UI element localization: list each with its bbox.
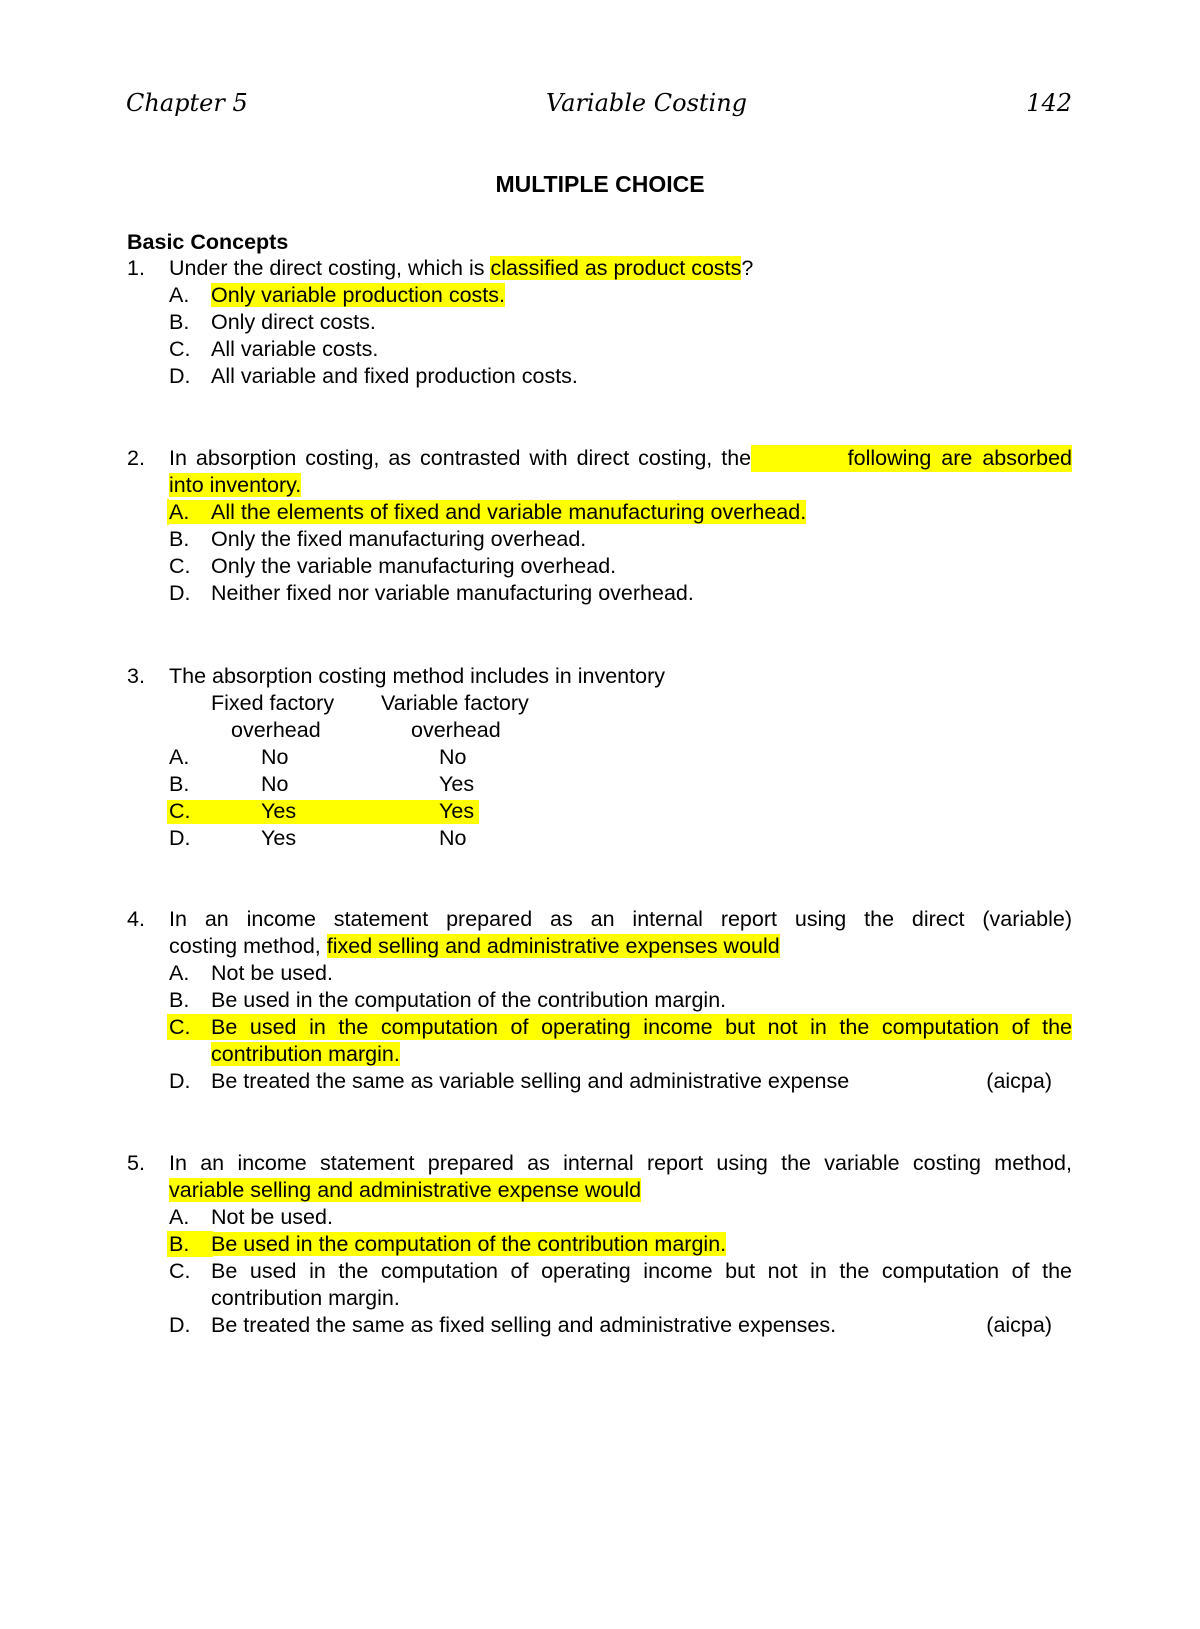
option-letter: B. bbox=[169, 988, 190, 1012]
highlighted-text: fixed selling and administrative expenses would bbox=[326, 934, 780, 958]
answer-option bbox=[127, 1312, 1072, 1339]
question-4 bbox=[127, 906, 1072, 1095]
option-letter: C. bbox=[169, 1015, 191, 1039]
option-text: All variable costs. bbox=[211, 337, 379, 361]
variable-cell: Yes bbox=[439, 799, 475, 823]
option-letter: D. bbox=[169, 1069, 191, 1093]
option-letter: B. bbox=[169, 310, 190, 334]
option-text: Be used in the computation of the contribution margin. bbox=[211, 988, 727, 1012]
answer-option bbox=[127, 499, 1072, 526]
option-letter: D. bbox=[169, 826, 191, 850]
source-label: (aicpa) bbox=[986, 1313, 1052, 1337]
answer-option bbox=[127, 580, 1072, 607]
option-text: contribution margin. bbox=[211, 1042, 400, 1066]
option-letter: B. bbox=[169, 527, 190, 551]
option-text: Be treated the same as variable selling and administrative expense bbox=[211, 1069, 850, 1093]
page-number: 142 bbox=[1026, 89, 1072, 117]
option-text: Be used in the computation of operating income but not in the computation of the bbox=[211, 1015, 1072, 1039]
option-letter: D. bbox=[169, 1313, 191, 1337]
option-text: Be used in the computation of operating income but not in the computation of the bbox=[211, 1259, 1072, 1283]
table-header bbox=[127, 690, 1072, 717]
fixed-cell: No bbox=[261, 772, 289, 796]
page-header bbox=[126, 90, 1072, 126]
option-letter: D. bbox=[169, 581, 191, 605]
variable-cell: Yes bbox=[439, 772, 475, 796]
option-text: Be used in the computation of the contribution margin. bbox=[211, 1232, 727, 1256]
answer-option bbox=[127, 309, 1072, 336]
option-letter: B. bbox=[169, 772, 190, 796]
option-letter: D. bbox=[169, 364, 191, 388]
option-text: Only the variable manufacturing overhead. bbox=[211, 554, 617, 578]
question-number: 1. bbox=[127, 256, 145, 280]
option-text: All the elements of fixed and variable manufacturing overhead. bbox=[211, 500, 807, 524]
highlighted-text: classified as product costs bbox=[490, 256, 742, 280]
answer-option bbox=[127, 553, 1072, 580]
highlighted-text: into inventory. bbox=[169, 473, 302, 497]
option-letter: C. bbox=[169, 1259, 191, 1283]
option-letter: C. bbox=[169, 337, 191, 361]
question-3 bbox=[127, 663, 1072, 852]
stem-text: In an income statement prepared as an internal report using the direct (variable) bbox=[169, 907, 1072, 931]
answer-option bbox=[127, 1204, 1072, 1231]
option-text: contribution margin. bbox=[211, 1286, 400, 1310]
option-letter: A. bbox=[169, 1205, 190, 1229]
fixed-cell: No bbox=[261, 745, 289, 769]
question-stem bbox=[127, 445, 1072, 472]
table-row bbox=[127, 771, 1072, 798]
option-letter: A. bbox=[169, 283, 190, 307]
stem-text: ? bbox=[741, 256, 754, 280]
option-text: Not be used. bbox=[211, 1205, 333, 1229]
fixed-cell: Yes bbox=[261, 799, 297, 823]
option-letter: C. bbox=[169, 799, 191, 823]
answer-option bbox=[127, 1068, 1072, 1095]
option-letter: B. bbox=[169, 1232, 190, 1256]
option-text: Neither fixed nor variable manufacturing overhead. bbox=[211, 581, 694, 605]
column-header-variable: Variable factory bbox=[381, 691, 529, 715]
column-header-fixed: Fixed factory bbox=[211, 691, 335, 715]
question-2 bbox=[127, 445, 1072, 607]
question-stem bbox=[127, 906, 1072, 933]
source-label: (aicpa) bbox=[986, 1069, 1052, 1093]
stem-text: costing method, bbox=[169, 934, 327, 958]
option-letter: C. bbox=[169, 554, 191, 578]
option-letter: A. bbox=[169, 500, 213, 524]
page-title: MULTIPLE CHOICE bbox=[495, 171, 705, 197]
answer-option bbox=[127, 1014, 1072, 1041]
option-letter: A. bbox=[169, 745, 190, 769]
variable-cell: No bbox=[439, 745, 467, 769]
table-row bbox=[127, 744, 1072, 771]
option-text: Only variable production costs. bbox=[211, 283, 505, 307]
question-number: 2. bbox=[127, 446, 145, 470]
answer-option bbox=[127, 1258, 1072, 1285]
question-stem bbox=[127, 663, 1072, 690]
option-text: All variable and fixed production costs. bbox=[211, 364, 578, 388]
question-number: 4. bbox=[127, 907, 145, 931]
fixed-cell: Yes bbox=[261, 826, 297, 850]
option-letter: A. bbox=[169, 961, 190, 985]
answer-option bbox=[127, 960, 1072, 987]
answer-option bbox=[127, 987, 1072, 1014]
stem-text: In an income statement prepared as internal report using the variable costing method, bbox=[169, 1151, 1072, 1175]
option-text: Only direct costs. bbox=[211, 310, 376, 334]
question-5 bbox=[127, 1150, 1072, 1339]
stem-text: The absorption costing method includes in inventory bbox=[169, 664, 665, 688]
highlighted-text: variable selling and administrative expense would bbox=[169, 1178, 642, 1202]
stem-text: Under the direct costing, which is bbox=[169, 256, 491, 280]
option-text: Be treated the same as fixed selling and administrative expenses. bbox=[211, 1313, 837, 1337]
question-number: 3. bbox=[127, 664, 145, 688]
answer-option bbox=[127, 526, 1072, 553]
variable-cell: No bbox=[439, 826, 467, 850]
section-heading: Basic Concepts bbox=[127, 230, 289, 254]
table-row bbox=[127, 798, 1072, 825]
option-text: Not be used. bbox=[211, 961, 333, 985]
answer-option bbox=[127, 1231, 1072, 1258]
table-row bbox=[127, 825, 1072, 852]
topic-label: Variable Costing bbox=[546, 89, 748, 117]
stem-text: In absorption costing, as contrasted with direct costing, the bbox=[169, 446, 752, 470]
answer-option bbox=[127, 336, 1072, 363]
answer-option bbox=[127, 282, 1072, 309]
question-number: 5. bbox=[127, 1151, 145, 1175]
table-header bbox=[127, 717, 1072, 744]
question-stem bbox=[127, 255, 1072, 282]
column-header-variable: overhead bbox=[411, 718, 501, 742]
answer-highlight bbox=[167, 800, 479, 824]
chapter-label: Chapter 5 bbox=[126, 89, 248, 117]
highlighted-text: following are absorbed bbox=[751, 445, 1072, 472]
question-1 bbox=[127, 255, 1072, 390]
option-text: Only the fixed manufacturing overhead. bbox=[211, 527, 587, 551]
question-stem bbox=[127, 1150, 1072, 1177]
answer-option bbox=[127, 363, 1072, 390]
column-header-fixed: overhead bbox=[231, 718, 321, 742]
